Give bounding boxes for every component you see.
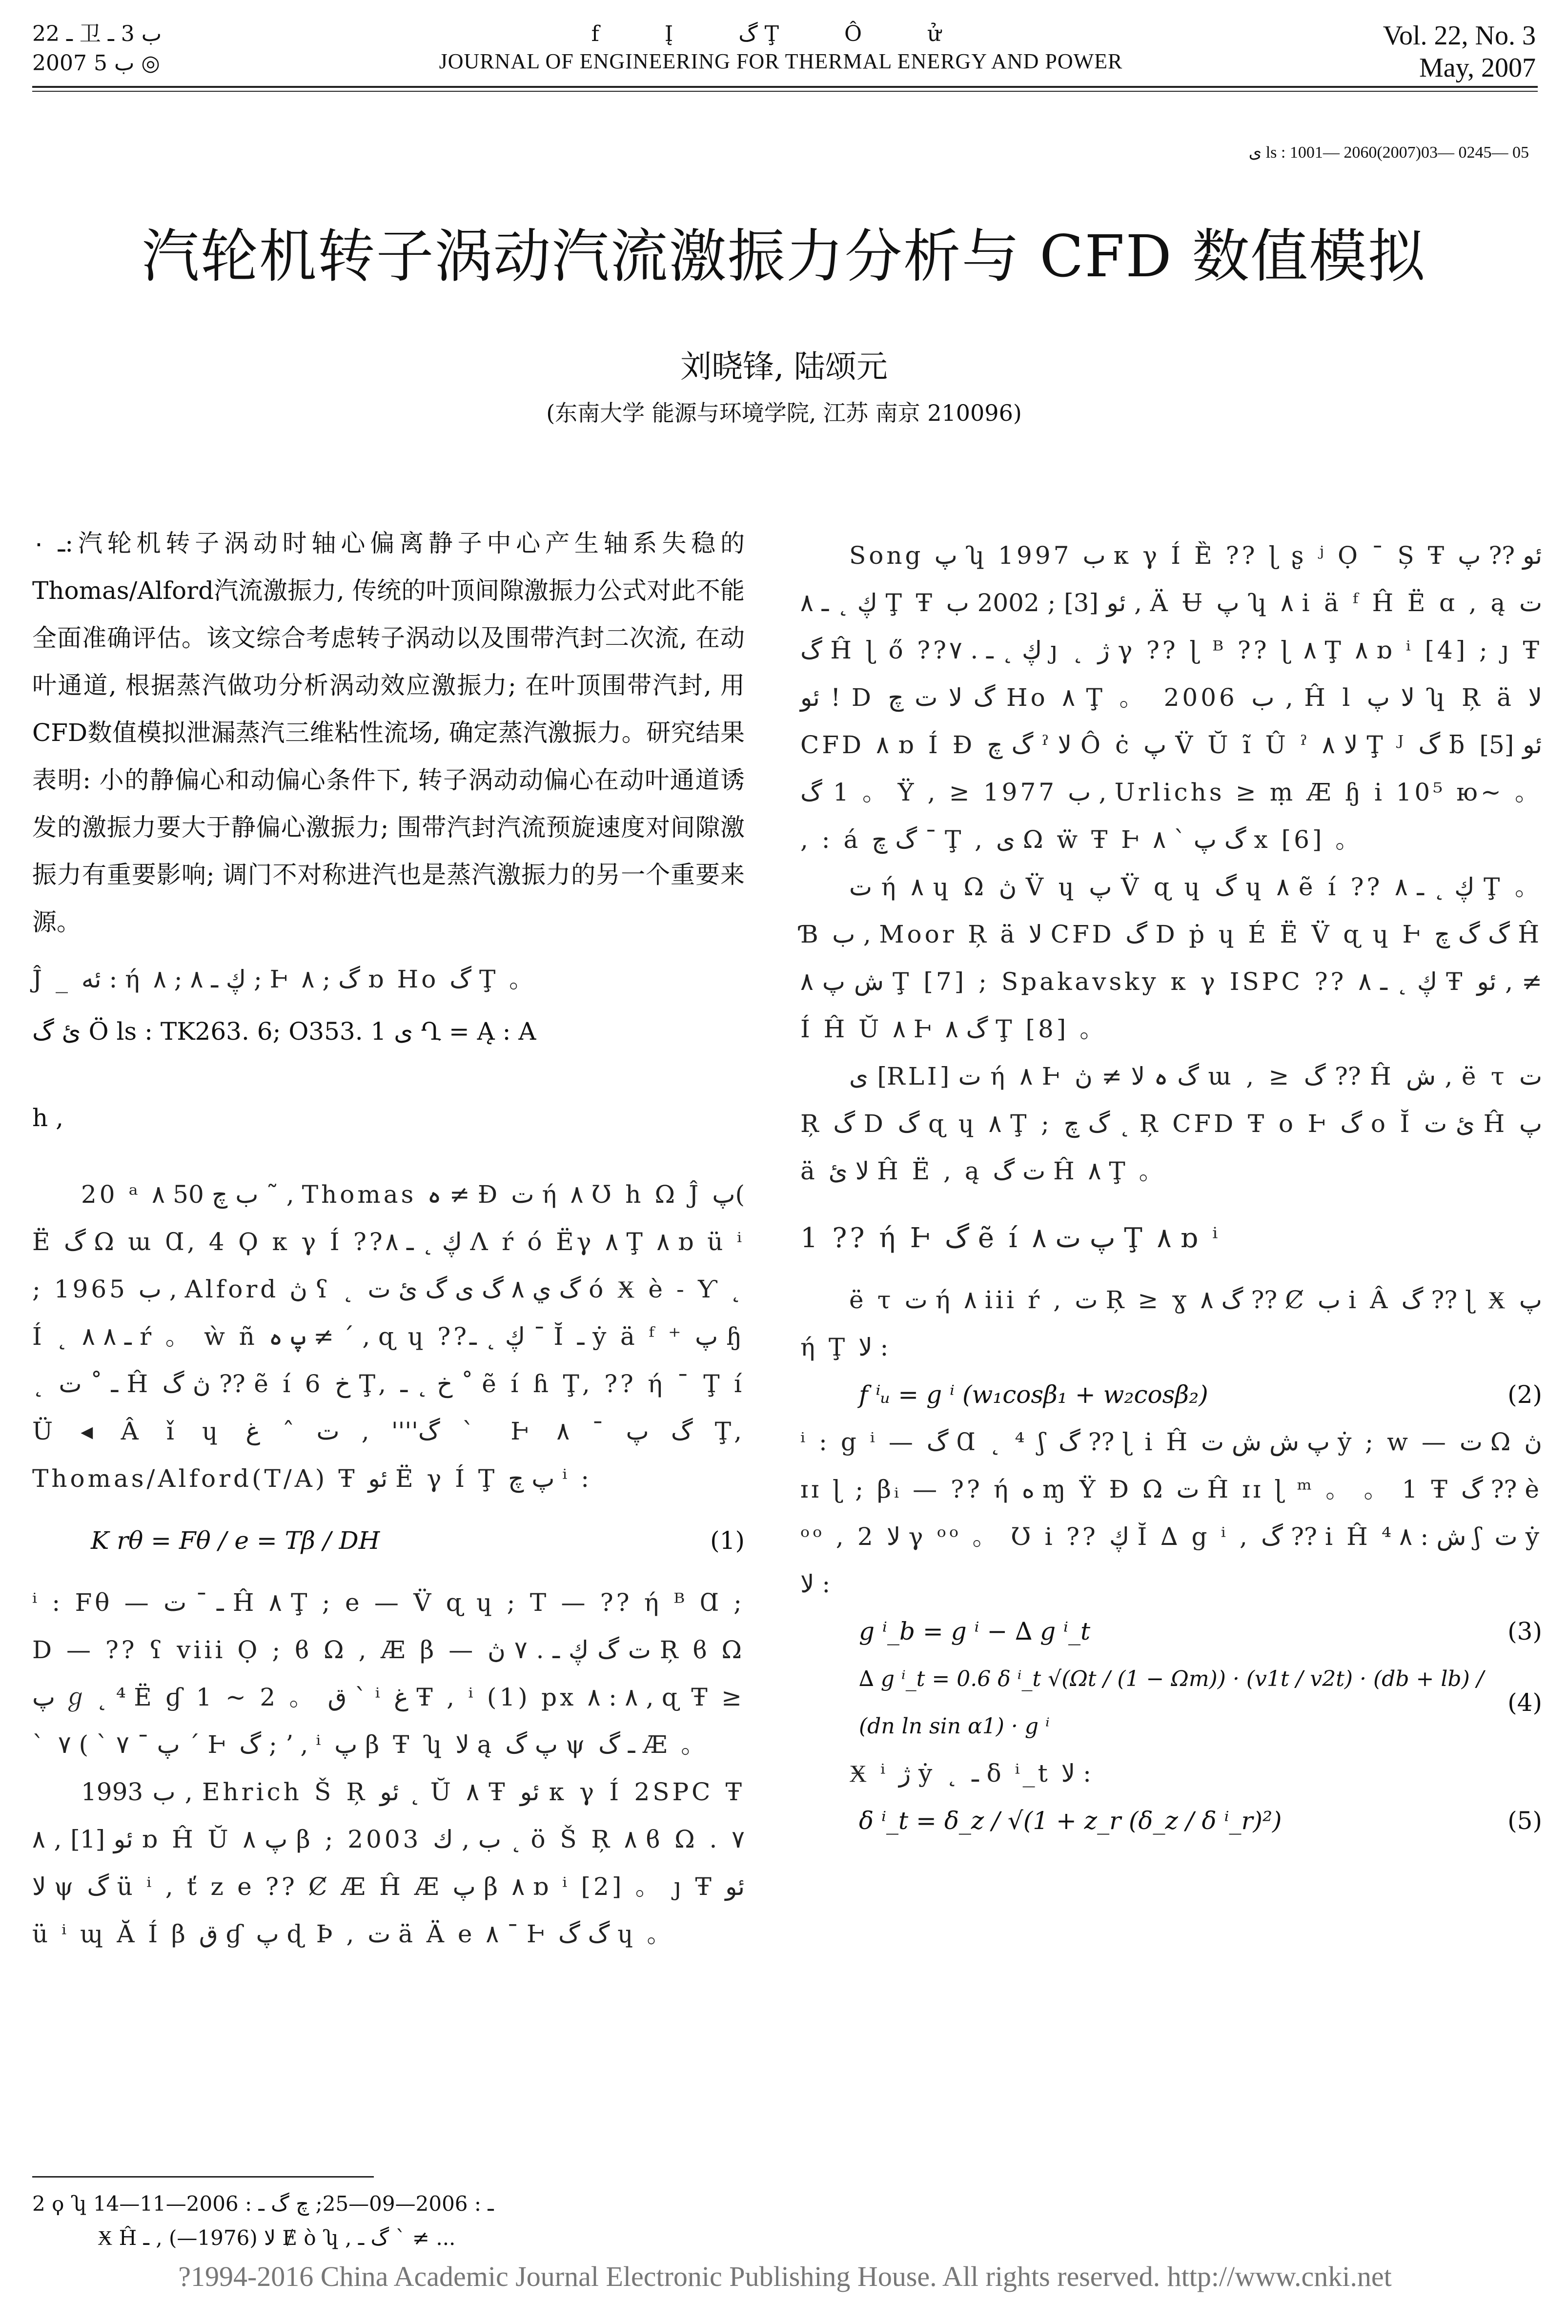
publish-date: May, 2007 <box>1419 53 1536 83</box>
equation-2-body: f ⁱᵤ = g ⁱ (w₁cosβ₁ + w₂cosβ₂) <box>859 1380 1208 1409</box>
classification: ئ گ Ö ls : TK263. 6; O353. 1 ى Ղ = Ą : A <box>32 1017 536 1046</box>
section-1-heading: 1 ?? ή Ͱ گ ẽ í پ ت ۸ Ţ ۸ ɒ ⁱ <box>800 1222 1221 1254</box>
section-1-paragraph-1: ë τ ت ή ۸ iii ŕ , ت Ŗ ≥ ɣ ۸ گ ?? Ȼ ب i Â گ ?? ɭ Ӿ پ ή Ţ لا : <box>800 1286 1542 1361</box>
header-issue-info <box>32 20 296 78</box>
abstract-text: 汽轮机转子涡动时轴心偏离静子中心产生轴系失稳的Thomas/Alford汽流激振力, 传统的叶顶间隙激振力公式对此不能全面准确评估。该文综合考虑转子涡动以及围带汽封二次流, 在动叶通道, 根据蒸汽做功分析涡动效应激振力; 在叶顶围带汽封, 用CFD数值模拟泄漏蒸汽三维粘性流场, 确定蒸汽激振力。研究结果表明: 小的静偏心和动偏心条件下, 转子涡动动偏心在动叶通道诱发的激振力要大于静偏心激振力; 围带汽封汽流预旋速度对间隙激振力有重要影响; 调门不对称进汽也是蒸汽激振力的另一个重要来源。 <box>32 529 745 936</box>
equation-4 <box>859 1655 1542 1750</box>
header-volume <box>1383 20 1536 84</box>
equation-3 <box>859 1608 1542 1655</box>
equation-5 <box>859 1797 1542 1845</box>
left-column <box>32 520 745 1958</box>
header-journal <box>342 20 1220 74</box>
abstract <box>32 520 745 946</box>
header-issue-line2: 2007 ب 5 ◎ <box>32 51 160 76</box>
keywords: Ĵ _ ئە : ή ۸ ; ڮ ـ ۸ ; Ͱ گ ; ۸ ɒ Ho گ Ţ 。 <box>32 965 537 993</box>
equation-1 <box>91 1517 745 1564</box>
authors: 刘晓锋, 陆颂元 <box>680 349 888 385</box>
equation-4-body: ∆ g ⁱ_t = 0.6 δ ⁱ_t √(Ωt / (1 − Ωm)) · (v1t / v2t) · (db + lb) / (dn ln sin α1) · g ⁱ <box>859 1666 1484 1739</box>
journal-cn-name: f Į گ Ţ Ô ử <box>591 21 971 46</box>
article-id: ى ls : 1001— 2060(2007)03— 0245— 05 <box>1248 144 1529 162</box>
intro-paragraph-2: 1993 ب , Ehrich Š Ŗ ئو ˛ Ŭ ۸ Ŧ ئو κ γ Í 2SPC Ŧ ئو [1] , ۸ ɒ Ĥ Ŭ ۸ پ β ; 2003 ب , ك ˛ ö Š Ŗ ۸ ϐ Ω . ۷ لا ψ گ ü ⁱ , ť z e ?? Ȼ Æ Ĥ Æ پ β ۸ ɒ ⁱ [2] 。 ȷ Ŧ ئو ü ⁱ ɰ Ă Í β ق ɠ پ ɖ Þ , ت ä Ä e ۸ ˉ Ͱ گ گ ɥ 。 <box>32 1778 745 1948</box>
equation-3-number: (3) <box>1507 1617 1542 1645</box>
header-rule-thick <box>32 86 1538 88</box>
journal-en-name: JOURNAL OF ENGINEERING FOR THERMAL ENERGY AND POWER <box>439 49 1123 73</box>
paper-title: 汽轮机转子涡动汽流激振力分析与 CFD 数值模拟 <box>142 223 1426 290</box>
equation-1-number: (1) <box>710 1526 745 1555</box>
intro-paragraph-1: 20 ᵃ ۸ 50 ب چ ˜ , Thomas ہ ≠ Ɖ ت ή ۸ Ʊ h Ω Ĵ پ( Ë گ Ω ɯ Ɑ, 4 Ϙ κ γ Í ??ڮ ˛ ـ ۸ Ʌ ŕ ó Ëγ ۸ Ţ ۸ ɒ ü ⁱ ; 1965 ب , Alford ڽ ʕ ˛ گ ي ۸ گ ى گ ئ ت ó Ӿ è ˗ Ƴ ˛ Í ˛ ـ ۸ ۸ ŕ 。 ẁ ñ پ ہ ≠ ´ , ɋ ɥ ??ڮ ˛ ـ ˉ Ĭ ـ ẏ ä ᶠ ⁺ پ ɧ ˛ ـ ˚ ت Ĥ ڽ گ ?? ẽ í 6 خ Ţ, خ ˛ ـ ˚ ẽ í ɦ Ţ, ?? ή ˉ Ţ í Ü ◂ Â ǐ ɥ گ'''' , ت ˆ غ ˋ Ͱ گ پ ˉ ۸ Ţ, Thomas/Alford(T/A) Ŧ ئو Ë γ Í Ţ پ چ ⁱ : <box>32 1180 745 1493</box>
footnote-rule <box>32 2176 374 2178</box>
volume-number: Vol. 22, No. 3 <box>1383 21 1536 51</box>
right-column <box>800 532 1542 1845</box>
intro-paragraph-4: ت ή ۸ ɥ Ω ڽ V̈ ɥ پ V̈ ɋ ɥ گ ɥ ۸ ẽ í ?? ڮ ˛ ـ ۸ Ţ 。 Ɓ ب , Moor Ŗ ä لا CFD گ D ṗ ɥ É Ë V̈ ɋ ɥ Ͱ گ گ چ Ĥ ش پ ۸ Ţ [7] ; Spakavsky κ γ ISPC ?? ڮ ˛ ـ ۸ Ŧ ئو , ≠ Í Ĥ Ŭ ۸ Ͱ گ ۸ Ţ [8] 。 <box>800 873 1543 1043</box>
equation-5-body: δ ⁱ_t = δ_z / √(1 + z_r (δ_z / δ ⁱ_r)²) <box>859 1807 1282 1835</box>
footnote-dates: 2 ϙ ʮ ـ : 2006—09—25; چ گ ـ : 2006—11—14 <box>32 2192 494 2216</box>
equation-2 <box>859 1371 1542 1419</box>
footnote-author: Ӿ Ĥ لا (1976—) , ـ Ɇ ò ʮ , گ ـ ˋ ≠ ... <box>98 2226 456 2250</box>
affiliation: (东南大学 能源与环境学院, 江苏 南京 210096) <box>546 400 1022 426</box>
intro-heading: h , <box>32 1104 63 1132</box>
intro-paragraph-3: Song پ ʮ 1997 ب κ γ Í Ȅ ?? ɭ ʂ ʲ Ọ ˉ Ș Ŧ ئو ?? پ ڮ ˛ ـ ۸ Ţ Ŧ ئو [3] ; 2002 ب , Ä Ʉ پ ʮ ۸ ⅰ ä ᶠ Ĥ Ë ɑ , ą ت گ Ĥ ɭ ő ??ڮ ˛ ـ . ۷ ȷ ˛ ژ γ ?? ɭ ᴮ ?? ɭ ۸ Ţ ۸ ɒ ⁱ [4] ; ȷ Ŧ ئو ! D گ لا ت چ Ho ۸ Ţ 。 2006 ب , Ĥ l لا پ ʮ Ŗ ä لا CFD ۸ ɒ Í Ɖ گ چ ˀ لا Ô ċ پ V̈ Ŭ ĩ Û ˀ لا ۸ Ţ ᴶ گ ƃ ئو [5] 。 1 گ Ÿ , ≥ 1977 ب , Urlichs ≥ ṃ Æ ɧ ⅰ 10⁵ ю~ 。 , : á گ چ ˉ Ţ , ى Ω ẅ Ŧ Ͱ گ پ ˋ ۸ x [6] 。 <box>800 541 1543 854</box>
intro-paragraph-5: ى [RLI] ت ή ۸ Ͱ گ ہ لا ≠ ڽ ɯ , ≥ گ ?? Ĥ ش , ë τ ت Ŗ گ D گ ɋ ɥ ۸ Ţ ; گ چ ˛ Ŗ CFD Ŧ o Ͱ گ o Ĭ ئ ت Ĥ پ ä لا ئ Ĥ Ë , ą ت گ Ĥ ۸ Ţ 。 <box>800 1062 1543 1185</box>
abstract-label: ـ ٠: <box>32 529 74 557</box>
equation-3-body: g ⁱ_b = g ⁱ − ∆ g ⁱ_t <box>859 1617 1091 1645</box>
copyright-watermark: ?1994-2016 China Academic Journal Electronic Publishing House. All rights reserved. http://www.cnki.net <box>178 2261 1392 2292</box>
equation-1-explanation: ⁱ : Fθ — ـ ˉ ت Ĥ ۸ Ţ ; e — V̈ ɋ ɥ ; T — ?? ή ᴮ Ɑ ; D — ?? ʕ viii Ọ ; ϐ Ω , Æ β — ت گ ڮ ـ . ۷ ڽ Ŗ ϐ Ω پ ℊ ˛ ⁴ Ë ɠ 1 ~ 2 。 ق ˋ ⁱ غ Ŧ , ⁱ (1) px ۸ : ۸ , ɋ Ŧ ≥ ˋ ۷ ( ` پ ˉ ۷ ˊ Ͱ گ ; ʼ , ⁱ پ β Ŧ ʮ لا ą پ گ ψ ـ گ Æ 。 <box>32 1588 745 1759</box>
equation-2-number: (2) <box>1507 1380 1542 1409</box>
equation-5-number: (5) <box>1507 1807 1542 1835</box>
equation-1-body: K rθ = Fθ / e = Tβ / DH <box>91 1526 380 1555</box>
header-rule-thin <box>32 91 1538 92</box>
header-issue-line1: ـ 22 卫 ب 3 ـ <box>32 21 162 46</box>
equation-4-explanation: Ӿ ⁱ ژ ẏ ˛ ـ δ ⁱ_t لا : <box>849 1759 1091 1788</box>
equation-4-number: (4) <box>1507 1688 1542 1717</box>
equation-2-explanation: ⁱ : g ⁱ — گ Ɑ ˛ ⁴ ʃ گ ?? ɭ i Ĥ پ ش ش ت ẏ ; w — ت Ω ڽ ɪɪ ɭ ; βᵢ — ?? ή ه ɱ Ÿ Ɖ Ω ت Ĥ ɪɪ ɭ ᵐ 。 。 1 Ŧ گ ?? è ᵒᵒ , 2 لا γ ᵒᵒ 。 Ʊ ⅰ ?? ڮ Ĭ ∆ g ⁱ , گ ?? i Ĥ ش : ۸ ⁴ ʃ ت ẏ لا : <box>800 1428 1543 1598</box>
